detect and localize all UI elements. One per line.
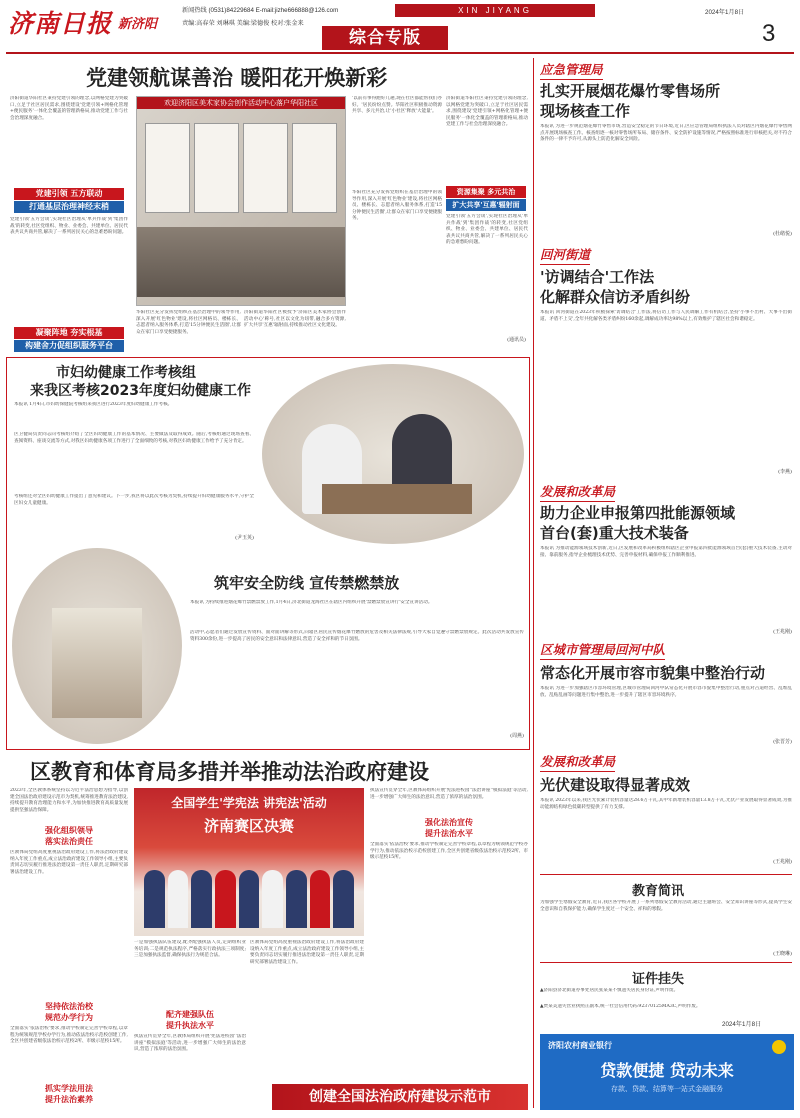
masthead-rule xyxy=(6,52,794,54)
edu-photo-title: 全国学生'学宪法 讲宪法'活动 xyxy=(171,796,327,810)
page-number: 3 xyxy=(762,20,776,47)
edu-paragraph-8: 全面落实'依法治校'要求,推动学校制定完善学校章程,以章程为统领规范学校办学行为,推动依法治校示范校创建工作,全区共创建省级依法治校示范校2所、市级示范校15所。 xyxy=(370,842,528,861)
edu-subhead-5: 抓实学法用法 xyxy=(45,1084,93,1093)
masthead-pinyin-bar xyxy=(395,4,595,17)
right-col5-headline: 光伏建设取得显著成效 xyxy=(540,776,691,794)
edu-subhead-3: 坚持依法治校 xyxy=(45,1002,93,1011)
edu-subhead-6: 提升法治素养 xyxy=(45,1095,93,1104)
lead-subhead-1: 党建引领 五方联动 xyxy=(14,188,124,200)
right-col3-tag: 发展和改革局 xyxy=(540,482,615,502)
right-col2-tag: 回河街道 xyxy=(540,245,590,265)
brief-text: 为加强学生寒假安全教育,近日,我区各学校开展了一系列寒假安全教育活动,通过主题班会、安全知识讲座等形式,提高学生安全意识和自我保护能力,确保学生度过一个安全、祥和的寒假。 xyxy=(540,900,792,912)
edu-paragraph-1: 2023年,全区教体系统坚持以习近平法治思想为指导,以创建全国法治政府建设示范市为契机,统筹推进教育法治建设,持续提升教育治理能力和水平,为加快推进教育高质量发展提供坚强法治保障。 xyxy=(10,788,128,813)
women-paragraph-1: 区卫健局负责同志向考核组介绍了全区妇幼健康工作的基本情况、主要做法及取得成效。随后,考核组通过现场查看、查阅资料、座谈交流等方式,对我区妇幼健康各项工作进行了全面细致的考核,对我区妇幼健康工作给予了充分肯定。 xyxy=(14,432,254,444)
lead-paragraph-6: 济阳街道华阳社区秉持党建引领的理念,以网格党建为突破口,立足于社区居民需求,围绕建设'党建引领+网格化管理+便民服务'一体化全覆盖的管理新格局,推动党建工作与社会治理深度融合。 xyxy=(446,96,528,128)
right-col4-author: (张晋芳) xyxy=(773,739,792,745)
lead-paragraph-7: 党建引领'五方会谈',实现社区治理从'单兵作战'到'集团作战'的转变,社区党组织、物业、业委会、共建单位、居民代表共议共商共管,解决了一系列居民关心的急难愁盼问题。 xyxy=(446,214,528,246)
right-col4-tag: 区城市管理局回河中队 xyxy=(540,640,665,660)
women-photo xyxy=(262,364,524,544)
desk xyxy=(322,484,472,514)
edu-photo-subtitle: 济南赛区决赛 xyxy=(203,817,294,835)
lead-subhead-3: 资源集聚 多元共治 xyxy=(446,186,526,198)
edu-paragraph-3: 全面落实'依法治校'要求,推动学校制定完善学校章程,以章程为统领规范学校办学行为,推动依法治校示范校创建工作,全区共创建省级依法治校示范校2所、市级示范校15所。 xyxy=(10,1026,128,1045)
bank-logo-icon xyxy=(772,1040,786,1054)
right-col1-tag: 应急管理局 xyxy=(540,60,603,80)
bank-slogan: 贷款便捷 贷动未来 xyxy=(600,1061,734,1080)
column-divider xyxy=(533,58,534,1108)
edu-subhead-8: 提升法治水平 xyxy=(425,829,473,838)
notice-date: 2024年1月8日 xyxy=(722,1021,762,1028)
masthead-subtitle: 新济阳 xyxy=(118,17,158,32)
right-col2-author: (李燕) xyxy=(778,469,792,475)
people-silhouettes xyxy=(137,227,345,297)
right-col3-headline-1: 助力企业申报第四批能源领域 xyxy=(540,504,736,522)
right-col1-headline-2: 现场核查工作 xyxy=(540,102,631,120)
women-headline-2: 来我区考核2023年度妇幼健康工作 xyxy=(30,383,251,399)
students-row xyxy=(144,870,354,928)
edu-subhead-7: 强化法治宣传 xyxy=(425,818,473,827)
lead-paragraph-2: 党建引领'五方会谈',实现社区治理从'单兵作战'到'集团作战'的转变,社区党组织、物业、业委会、共建单位、居民代表共议共商共管,解决了一系列居民关心的急难愁盼问题。 xyxy=(10,217,128,236)
brief-author: (王晓琳) xyxy=(773,951,792,957)
safety-author: (周燕) xyxy=(510,733,524,739)
notice-item-2: ▲贾某美遗失营业执照正副本,统一社会信用代码:92370125MA3C,声明作废。 xyxy=(540,1004,701,1009)
edu-headline: 区教育和体育局多措并举推动法治政府建设 xyxy=(30,760,429,784)
masthead-hotline: 新闻热线 (0531)84229684 E-mail:jizhe666888@126.com xyxy=(182,7,339,14)
lead-paragraph-1: 济阳街道华阳社区秉持党建引领的理念,以网格党建为突破口,立足于社区居民需求,围绕建设'党建引领+网格化管理+便民服务'一体化全覆盖的管理新格局,推动党建工作与社会治理深度融合。 xyxy=(10,96,128,121)
bank-subtext: 存款、贷款、结算等一站式金融服务 xyxy=(611,1085,723,1093)
lead-paragraph-4: 济阳街道华阳社区被授予'济阳区美术家协会创作活动中心'称号,社区以文化为纽带,融合多方资源,扩大共享'互惠'辐射面,持续推动社区文化建设。 xyxy=(244,310,346,329)
edu-subhead-2: 落实法治责任 xyxy=(45,837,93,846)
right-col4-text: 本报讯 为进一步加强辖区市容环境管理,区城市管理局回河中队常态化开展市容市貌集中整治行动,重点对占道经营、乱堆乱放、乱贴乱画等问题进行集中整治,进一步提升了辖区市容环境秩序。 xyxy=(540,686,792,698)
edu-subhead-1: 强化组织领导 xyxy=(45,826,93,835)
women-lead: 本报讯 1月4日,市妇幼保健院考核组来我区进行2023年度妇幼健康工作考核。 xyxy=(14,402,173,407)
lead-photo-banner: 欢迎济阳区美术家协会创作活动中心落户华阳社区 xyxy=(137,97,345,109)
right-col1-text: 本报讯 为进一步规范烟花爆竹零售市场,营造安全稳定的节日环境,近日,区应急管理局组织执法人员对辖区内烟花爆竹零售网点开展现场核查工作。核查组逐一核对零售场所布局、储存条件、安全防护设施等情况,严格按照标准进行审核把关,对不符合条件的一律不予许可,从源头上防范化解安全风险。 xyxy=(540,124,792,143)
edu-subhead-9: 配齐建强队伍 xyxy=(166,1010,214,1019)
safety-lead: 本报讯 为持续推进烟花爆竹禁燃禁放工作,1月4日,济北街道龙海社区在辖区内组织开展'禁燃禁放宣讲行'安全宣讲活动。 xyxy=(190,600,433,605)
lead-subhead-5: 凝聚阵地 夯实根基 xyxy=(14,327,124,339)
edu-photo xyxy=(134,788,364,936)
notice-item-1: ▲济阳县济北街道办事处居民张某某不慎遗失居民身份证,声明作废。 xyxy=(540,988,679,993)
right-col3-text: 本报讯 为推动能源领域技术创新,近日,区发展和改革局积极组织辖区企业申报第四批能源领域首台(套)重大技术装备,主动对接、靠前服务,指导企业梳理技术优势、完善申报材料,确保申报工作顺利推进。 xyxy=(540,546,792,558)
masthead-editors: 责编:高春荣 刘琳琪 美编:梁德俊 校对:张金来 xyxy=(182,20,304,27)
masthead-date: 2024年1月8日 xyxy=(705,9,745,16)
women-paragraph-2: 考核组还对全区妇幼健康工作提出了意见和建议。下一步,我区将以此次考核为契机,持续提升妇幼健康服务水平,守护全区妇女儿童健康。 xyxy=(14,494,254,506)
right-col5-author: (王兆刚) xyxy=(773,859,792,865)
right-col5-tag: 发展和改革局 xyxy=(540,752,615,772)
edu-subhead-4: 规范办学行为 xyxy=(45,1013,93,1022)
safety-headline: 筑牢安全防线 宣传禁燃禁放 xyxy=(214,574,400,592)
right-col3-headline-2: 首台(套)重大技术装备 xyxy=(540,524,689,542)
edu-paragraph-4: 一是加强执法队伍建设,配齐配强执法人员,定期组织业务培训;二是规范执法程序,严格落实行政执法三项制度;三是加强执法监督,确保执法行为规范合法。 xyxy=(134,940,246,959)
right-col3-author: (王兆刚) xyxy=(773,629,792,635)
edu-paragraph-7: 执法宣传贯穿全年,区教体局组织开展'宪法进校园''法治讲座''模拟法庭'等活动,进一步增强广大师生的法治意识,营造了浓厚的法治氛围。 xyxy=(370,788,528,800)
lead-paragraph-5: '以前有事得跑好几趟,现在社区都能帮我们办好。'居民纷纷点赞。华阳社区积极推动资源共享、多元共治,让'小社区'释放'大能量'。 xyxy=(352,96,442,115)
safety-paragraph-1: 活动中,志愿者们通过发放宣传资料、面对面讲解等形式,向辖区居民宣传烟花爆竹燃放的危害及相关法律法规,引导大家自觉遵守禁燃禁放规定。此次活动共发放宣传资料300余份,进一步提高了居民的安全意识和法律意识,营造了安全祥和的节日氛围。 xyxy=(190,630,524,642)
calligraphy-scroll xyxy=(145,123,190,213)
volunteers-group xyxy=(52,608,142,718)
edu-paragraph-6: 区教体局党组高度重视法治政府建设工作,将法治政府建设纳入年度工作重点,成立法治政府建设工作领导小组,主要负责同志切实履行推进法治建设第一责任人职责,定期研究部署法治建设工作。 xyxy=(250,940,364,965)
brief-rule xyxy=(540,874,792,875)
brief-title: 教育简讯 xyxy=(632,884,685,899)
lead-byline: (通讯员) xyxy=(507,337,526,343)
women-author: (尹玉英) xyxy=(235,535,254,541)
calligraphy-scroll xyxy=(194,123,239,213)
masthead-logo: 济南日报 xyxy=(8,9,113,38)
calligraphy-scroll xyxy=(243,123,288,213)
right-col4-headline: 常态化开展市容市貌集中整治行动 xyxy=(540,664,766,682)
lead-paragraph-8: 华阳社区充分发挥党组织在基层治理中的领导作用,深入开展'红色物业'建设,将社区网格员、楼栋长、志愿者纳入服务体系,打造'15分钟便民生活圈',让群众在家门口享受便捷服务。 xyxy=(352,190,442,222)
lead-subhead-6: 构建舍力促组织服务平台 xyxy=(14,340,124,352)
lead-paragraph-3: 华阳社区充分发挥党组织在基层治理中的领导作用,深入开展'红色物业'建设,将社区网格员、楼栋长、志愿者纳入服务体系,打造'15分钟便民生活圈',让群众在家门口享受便捷服务。 xyxy=(136,310,241,335)
right-col1-headline-1: 扎实开展烟花爆竹零售场所 xyxy=(540,82,721,100)
calligraphy-scroll xyxy=(292,123,337,213)
right-col2-headline-2: 化解群众信访矛盾纠纷 xyxy=(540,288,691,306)
lead-photo xyxy=(136,96,346,306)
right-col2-text: 本报讯 回河街道在2023年积极探索'访调结合'工作法,将信访工作与人民调解工作有机结合,坚持'小事不出村、大事不出街道、矛盾不上交',全年共化解各类矛盾纠纷160余起,调解成功率达98%以上,有效维护了辖区社会和谐稳定。 xyxy=(540,310,792,322)
lead-subhead-4: 扩大共享'互惠'辐射面 xyxy=(446,199,526,211)
masthead-pinyin: XIN JIYANG xyxy=(458,6,532,15)
edu-subhead-10: 提升执法水平 xyxy=(166,1021,214,1030)
lead-headline: 党建领航谋善治 暖阳花开焕新彩 xyxy=(86,66,388,90)
notice-rule xyxy=(540,962,792,963)
edu-paragraph-5: 执法宣传贯穿全年,区教体局组织开展'宪法进校园''法治讲座''模拟法庭'等活动,进一步增强广大师生的法治意识,营造了浓厚的法治氛围。 xyxy=(134,1034,246,1053)
edu-paragraph-2: 区教体局党组高度重视法治政府建设工作,将法治政府建设纳入年度工作重点,成立法治政府建设工作领导小组,主要负责同志切实履行推进法治建设第一责任人职责,定期研究部署法治建设工作。 xyxy=(10,850,128,875)
right-col2-headline-1: '访调结合'工作法 xyxy=(540,268,655,286)
lead-subhead-2: 打通基层治理神经末梢 xyxy=(14,201,124,213)
bank-name: 济阳农村商业银行 xyxy=(548,1041,612,1050)
notice-title: 证件挂失 xyxy=(632,972,685,987)
edu-bottom-banner: 创建全国法治政府建设示范市 xyxy=(272,1084,528,1110)
right-col5-text: 本报讯 2023年以来,我区光伏累计装机容量达28.6万千瓦,其中年新增装机容量13.8万千瓦,光伏产业发展取得显著成效,为推动能源结构绿色低碳转型提供了有力支撑。 xyxy=(540,798,792,810)
section-banner: 综合专版 xyxy=(322,26,448,50)
bank-ad[interactable] xyxy=(540,1034,794,1110)
right-col1-author: (杜绪悦) xyxy=(773,231,792,237)
women-headline-1: 市妇幼健康工作考核组 xyxy=(56,365,196,381)
safety-photo xyxy=(12,548,182,744)
